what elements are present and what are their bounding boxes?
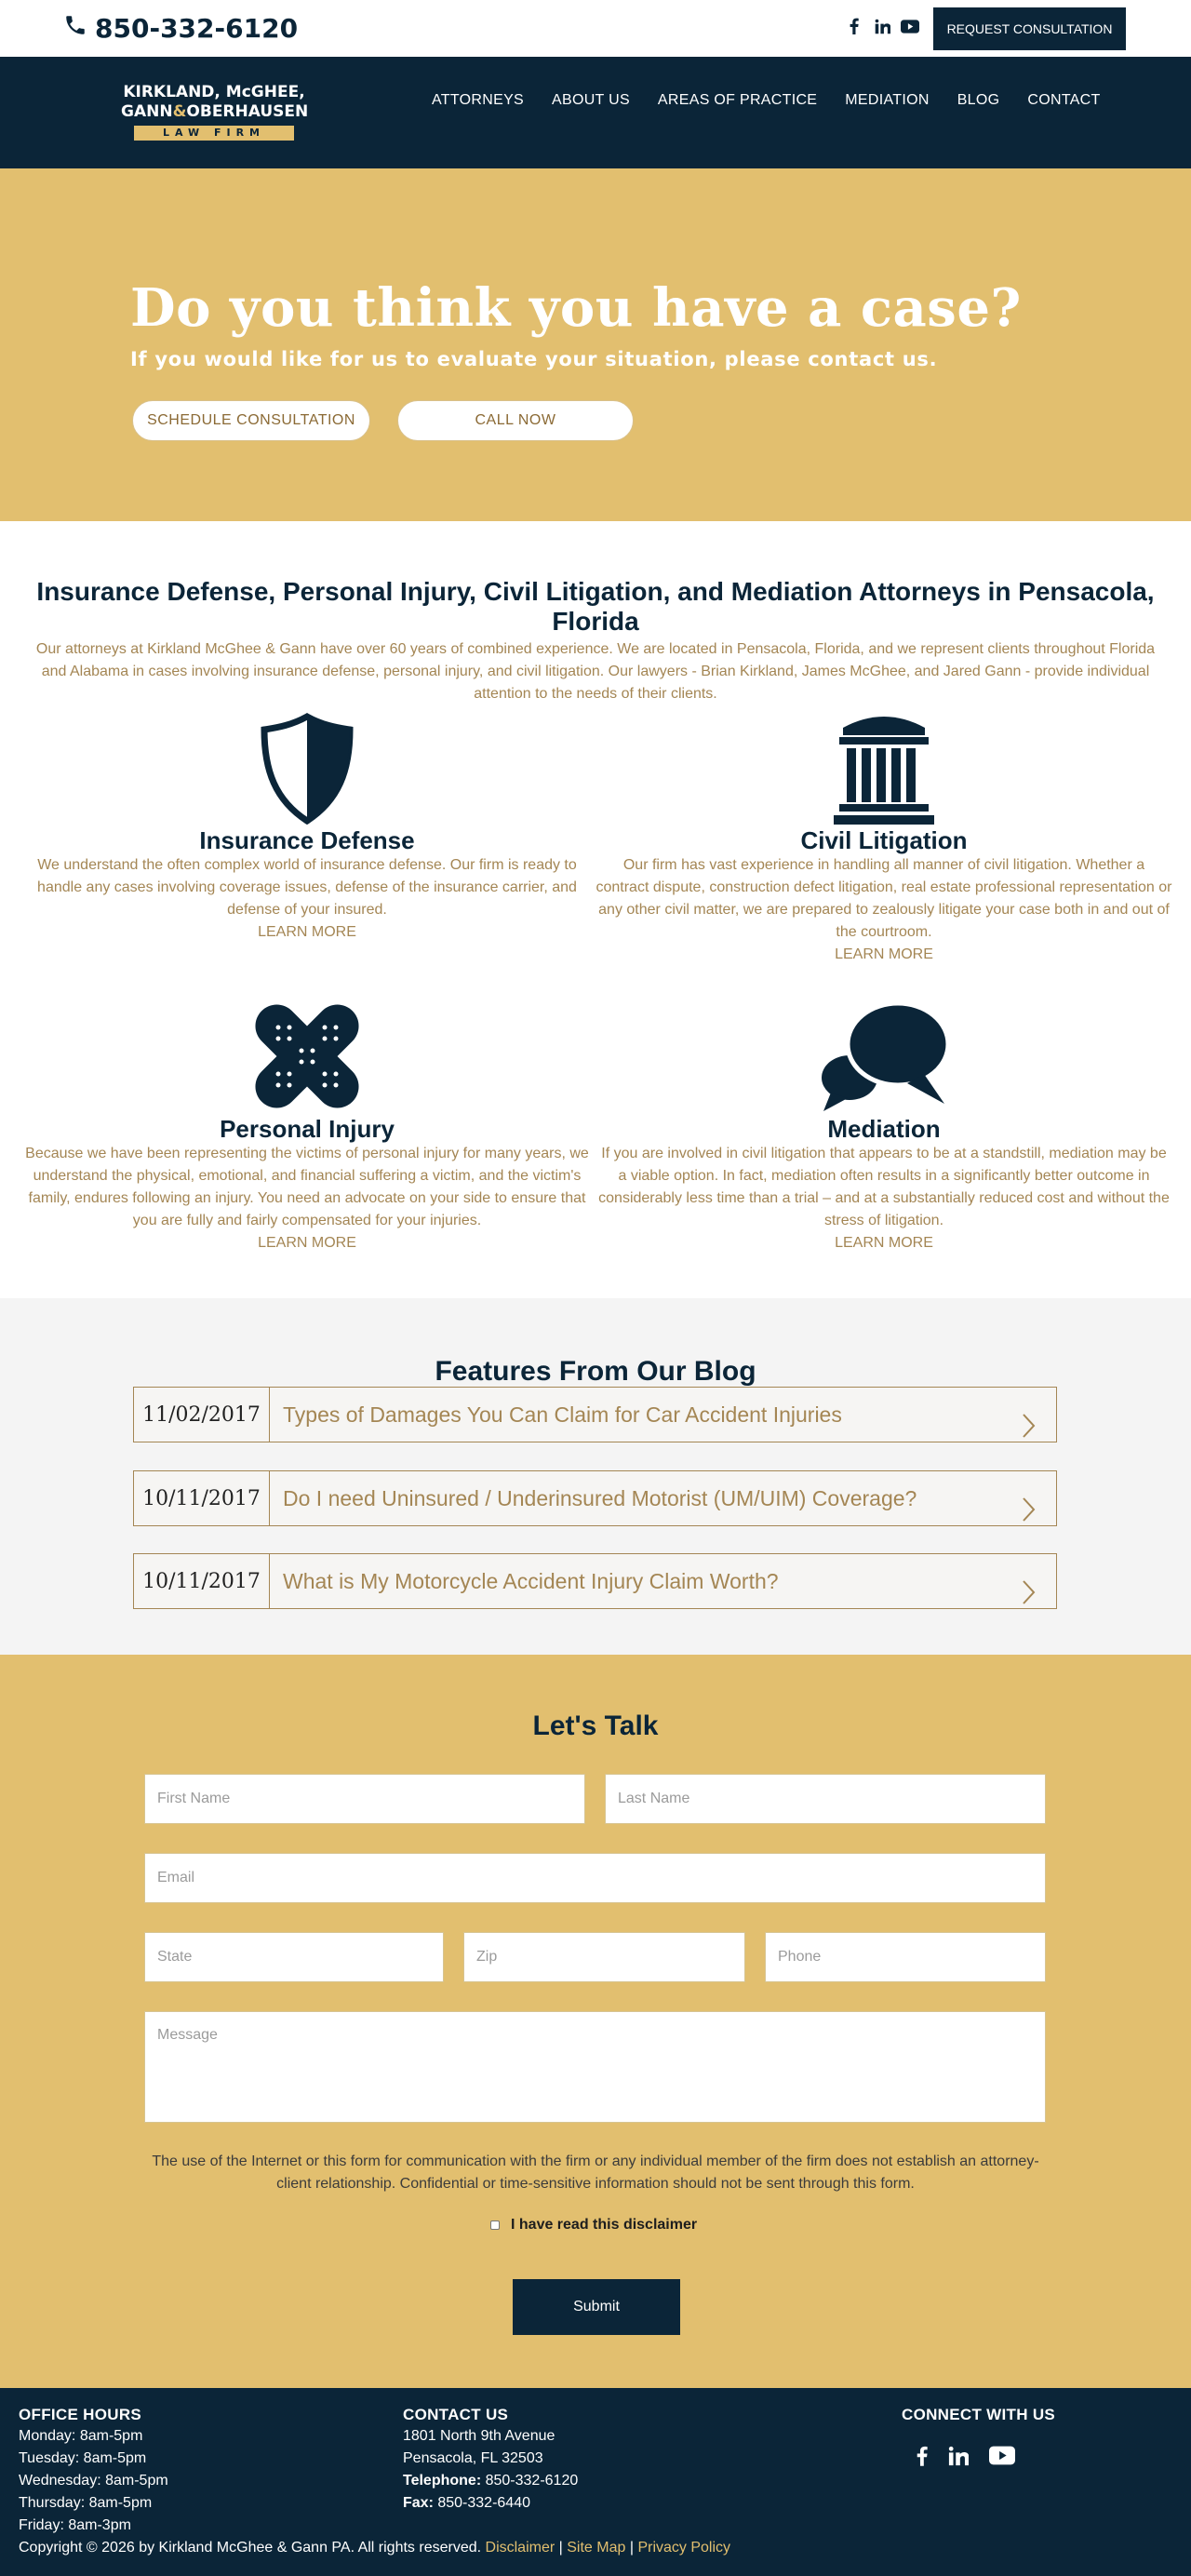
practice-title: Civil Litigation [800,826,968,854]
schedule-consultation-button[interactable]: SCHEDULE CONSULTATION [132,400,370,441]
email-field[interactable]: Email [144,1853,1046,1903]
request-consultation-button[interactable]: REQUEST CONSULTATION [933,7,1126,50]
state-field[interactable]: State [144,1932,444,1982]
top-bar [0,0,1191,57]
linkedin-icon[interactable] [873,17,891,35]
connect-heading: CONNECT WITH US [902,2406,1056,2423]
social-links-footer [917,2446,1015,2471]
form-disclaimer-text: The use of the Internet or this form for communication with the firm or any individual member of the firm does not establish an attorney-client relationship. Confidential or time-sensitive information should not be sent through this form. [152,2153,1039,2192]
blog-post-date: 10/11/2017 [134,1554,270,1608]
hours-line: Thursday: 8am-5pm [19,2495,153,2511]
youtube-icon[interactable] [901,17,919,35]
nav-blog[interactable]: BLOG [957,92,1000,108]
hero-banner [0,168,1191,521]
phone-field[interactable]: Phone [765,1932,1046,1982]
practice-section [0,521,1191,1298]
hours-line: Friday: 8am-3pm [19,2517,131,2533]
blog-post-title[interactable]: Types of Damages You Can Claim for Car Accident Injuries [283,1402,842,1427]
contact-form-section [0,1655,1191,2388]
nav-contact[interactable]: CONTACT [1027,92,1101,108]
hero-title: Do you think you have a case? [130,277,1022,339]
logo-line-1: KIRKLAND, McGHEE, [123,83,305,101]
main-nav [432,92,1101,109]
blog-post-date: 11/02/2017 [134,1388,270,1442]
courthouse-icon [596,705,1172,825]
copyright-text: Copyright © 2026 by Kirkland McGhee & Gann PA. All rights reserved. [19,2540,482,2556]
hours-line: Tuesday: 8am-5pm [19,2450,147,2466]
social-links-top [845,17,919,35]
address-line-1: 1801 North 9th Avenue [403,2428,555,2444]
call-now-button[interactable]: CALL NOW [397,400,634,441]
connect-with-us [902,2405,1055,2425]
hero-subtitle: If you would like for us to evaluate your situation, please contact us. [130,348,938,370]
practice-heading: Insurance Defense, Personal Injury, Civil Litigation, and Mediation Attorneys in Pensacola, Florida [36,577,1155,636]
facebook-icon[interactable] [917,2446,928,2471]
hours-line: Monday: 8am-5pm [19,2428,143,2444]
footer-contact [403,2405,578,2515]
hours-line: Wednesday: 8am-5pm [19,2473,168,2489]
blog-heading: Features From Our Blog [435,1356,756,1387]
submit-button[interactable]: Submit [513,2279,680,2335]
youtube-icon[interactable] [989,2446,1015,2471]
learn-more-link[interactable]: LEARN MORE [258,924,356,940]
learn-more-link[interactable]: LEARN MORE [835,946,933,962]
bandage-icon [19,994,596,1113]
phone-link[interactable] [63,13,298,44]
nav-areas-of-practice[interactable]: AREAS OF PRACTICE [657,92,818,108]
disclaimer-checkbox-label: I have read this disclaimer [511,2217,698,2233]
fax-line: Fax: 850-332-6440 [403,2495,530,2511]
speech-bubbles-icon [596,994,1172,1113]
site-footer [0,2388,1191,2576]
practice-card-insurance-defense [19,705,596,944]
practice-card-personal-injury [19,994,596,1254]
practice-title: Personal Injury [220,1115,395,1143]
checkbox-input[interactable] [490,2220,500,2230]
nav-about-us[interactable]: ABOUT US [552,92,630,108]
blog-post-date: 10/11/2017 [134,1471,270,1525]
disclaimer-checkbox[interactable] [490,2217,697,2234]
blog-post-title[interactable]: Do I need Uninsured / Underinsured Motorist (UM/UIM) Coverage? [283,1485,917,1510]
first-name-field[interactable]: First Name [144,1774,585,1824]
nav-attorneys[interactable]: ATTORNEYS [432,92,525,108]
telephone-link[interactable]: 850-332-6120 [485,2473,579,2489]
chevron-right-icon [1019,1471,1056,1525]
site-map-link[interactable]: Site Map [567,2540,626,2556]
office-hours-heading: OFFICE HOURS [19,2406,142,2423]
blog-section [0,1298,1191,1655]
copyright-line: Copyright © 2026 by Kirkland McGhee & Gann PA. All rights reserved. Disclaimer | Site Map | Privacy Policy [19,2540,731,2556]
office-hours [19,2405,168,2537]
contact-us-heading: CONTACT US [403,2406,509,2423]
chevron-right-icon [1019,1388,1056,1442]
practice-description: If you are involved in civil litigation that appears to be at a standstill, mediation may be a viable option. In fact, mediation often results in a significantly better outcome in considerably less time than a trial – and at a substantially reduced cost and without the stress of litigation. [598,1146,1170,1228]
logo-law-firm-band: LAW FIRM [134,126,294,141]
last-name-field[interactable]: Last Name [605,1774,1046,1824]
learn-more-link[interactable]: LEARN MORE [258,1235,356,1251]
practice-title: Insurance Defense [199,826,415,854]
practice-intro-text: Our attorneys at Kirkland McGhee & Gann have over 60 years of combined experience. We are located in Pensacola, Florida, and we represent clients throughout Florida and Alabama in cases involving insurance defense, personal injury, and civil litigation. Our lawyers - Brian Kirkland, James McGhee, and Jared Gann - provide individual attention to the needs of their clients. [35,641,1156,702]
blog-post-item[interactable] [133,1470,1057,1526]
blog-post-title[interactable]: What is My Motorcycle Accident Injury Claim Worth? [283,1568,779,1593]
message-field[interactable]: Message [144,2011,1046,2123]
phone-number: 850-332-6120 [95,13,299,44]
chevron-right-icon [1019,1554,1056,1608]
zip-field[interactable]: Zip [463,1932,745,1982]
firm-logo[interactable] [121,83,307,141]
practice-description: Because we have been representing the victims of personal injury for many years, we understand the physical, emotional, and financial suffering a victim, and the victim's family, endures following an injury. You need an advocate on your side to ensure that you are fully and fairly compensated for your injuries. [25,1146,589,1228]
phone-icon [63,13,87,44]
learn-more-link[interactable]: LEARN MORE [835,1235,933,1251]
blog-post-item[interactable] [133,1387,1057,1442]
main-navbar [0,57,1191,168]
telephone-line: Telephone: 850-332-6120 [403,2473,579,2489]
practice-description: Our firm has vast experience in handling all manner of civil litigation. Whether a contract dispute, construction defect litigation, real estate professional representation or any other civil matter, we are prepared to zealously litigate your case both in and out of the courtroom. [596,857,1172,940]
contact-form-heading: Let's Talk [532,1711,659,1741]
privacy-policy-link[interactable]: Privacy Policy [637,2540,731,2556]
shield-icon [19,705,596,825]
blog-post-item[interactable] [133,1553,1057,1609]
practice-card-civil-litigation [596,705,1172,966]
logo-line-2: GANN&OBERHAUSEN [121,102,309,121]
facebook-icon[interactable] [845,17,863,35]
practice-title: Mediation [827,1115,941,1143]
practice-description: We understand the often complex world of insurance defense. Our firm is ready to handle any cases involving coverage issues, defense of the insurance carrier, and defense of your insured. [37,857,577,918]
address-line-2: Pensacola, FL 32503 [403,2450,543,2466]
disclaimer-link[interactable]: Disclaimer [485,2540,555,2556]
linkedin-icon[interactable] [948,2446,969,2471]
nav-mediation[interactable]: MEDIATION [845,92,930,108]
practice-card-mediation [596,994,1172,1254]
